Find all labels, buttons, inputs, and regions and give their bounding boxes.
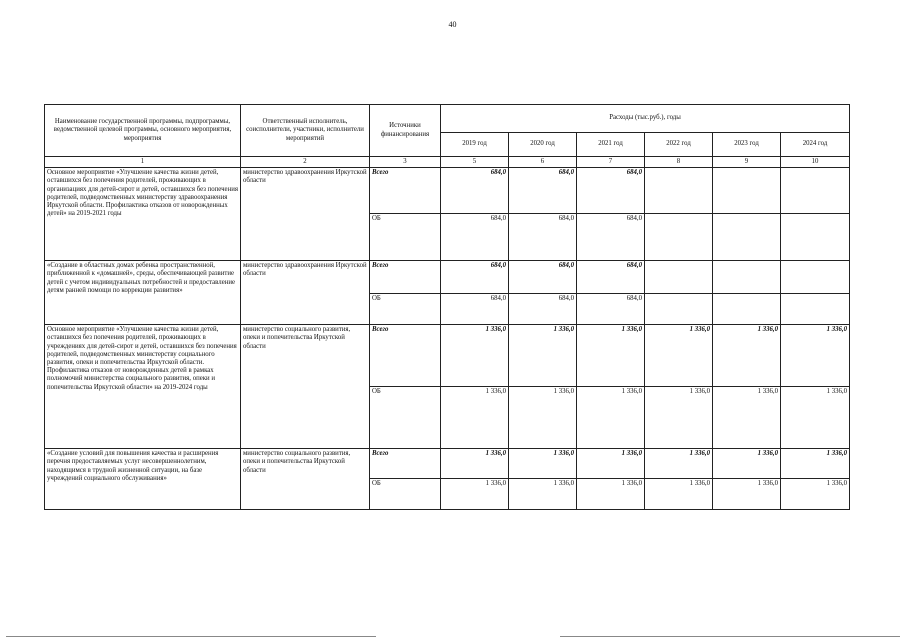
row-executor: министерство здравоохранения Иркутской области [241, 261, 370, 325]
cell-value: 684,0 [509, 261, 577, 294]
cell-value: 1 336,0 [441, 325, 509, 387]
column-number: 10 [781, 157, 850, 168]
cell-value: 1 336,0 [645, 449, 713, 479]
cell-value [713, 214, 781, 261]
column-number: 6 [509, 157, 577, 168]
cell-value: 1 336,0 [713, 325, 781, 387]
row-source: Всего [370, 449, 441, 479]
cell-value: 684,0 [441, 168, 509, 214]
row-source: ОБ [370, 214, 441, 261]
column-number: 3 [370, 157, 441, 168]
cell-value: 1 336,0 [645, 387, 713, 449]
table-row [45, 261, 850, 294]
cell-value [781, 294, 850, 325]
cell-value: 1 336,0 [577, 449, 645, 479]
cell-value: 1 336,0 [713, 479, 781, 510]
column-number: 7 [577, 157, 645, 168]
cell-value: 1 336,0 [781, 479, 850, 510]
cell-value [713, 294, 781, 325]
row-source: Всего [370, 325, 441, 387]
table-row [45, 325, 850, 387]
row-source: ОБ [370, 294, 441, 325]
budget-table [44, 104, 850, 510]
header-expenses: Расходы (тыс.руб.), годы [441, 105, 850, 133]
cell-value: 1 336,0 [509, 387, 577, 449]
cell-value: 1 336,0 [577, 325, 645, 387]
row-source: Всего [370, 168, 441, 214]
cell-value: 684,0 [577, 168, 645, 214]
scan-edge-line [6, 636, 376, 637]
header-year: 2022 год [645, 133, 713, 157]
cell-value: 1 336,0 [781, 387, 850, 449]
column-number: 8 [645, 157, 713, 168]
header-year: 2020 год [509, 133, 577, 157]
cell-value: 1 336,0 [441, 449, 509, 479]
header-year: 2024 год [781, 133, 850, 157]
cell-value: 1 336,0 [509, 479, 577, 510]
cell-value: 1 336,0 [781, 449, 850, 479]
table-row [45, 449, 850, 479]
header-year: 2019 год [441, 133, 509, 157]
cell-value: 684,0 [441, 294, 509, 325]
cell-value: 1 336,0 [713, 449, 781, 479]
cell-value [781, 261, 850, 294]
header-year: 2023 год [713, 133, 781, 157]
cell-value: 684,0 [509, 294, 577, 325]
row-source: Всего [370, 261, 441, 294]
row-source: ОБ [370, 387, 441, 449]
header-source: Источники финансирования [370, 105, 441, 157]
cell-value: 684,0 [577, 294, 645, 325]
cell-value [713, 261, 781, 294]
cell-value [645, 261, 713, 294]
row-executor: министерство здравоохранения Иркутской области [241, 168, 370, 261]
row-executor: министерство социального развития, опеки и попечительства Иркутской области [241, 325, 370, 449]
row-name: Основное мероприятие «Улучшение качества жизни детей, оставшихся без попечения родителей, проживающих в учреждениях для детей-сирот и детей, оставшихся без попечения родителей, подведомственных министерству социального развития, опеки и попечительства Иркутской области. Профилактика отказов от новорожденных детей в рамках полномочий министерства социального развития, опеки и попечительства Иркутской области» на 2019-2024 годы [45, 325, 241, 449]
header-name: Наименование государственной программы, подпрограммы, ведомственной целевой программы, основного мероприятия, мероприятия [45, 105, 241, 157]
cell-value: 1 336,0 [645, 479, 713, 510]
page-number: 40 [448, 20, 457, 29]
column-number: 1 [45, 157, 241, 168]
header-year: 2021 год [577, 133, 645, 157]
row-source: ОБ [370, 479, 441, 510]
cell-value: 684,0 [509, 214, 577, 261]
cell-value [645, 168, 713, 214]
cell-value: 1 336,0 [441, 387, 509, 449]
cell-value: 684,0 [441, 261, 509, 294]
cell-value [645, 294, 713, 325]
cell-value [645, 214, 713, 261]
cell-value [781, 214, 850, 261]
cell-value: 684,0 [509, 168, 577, 214]
table-row [45, 168, 850, 214]
row-name: «Создание условий для повышения качества и расширения перечня предоставляемых услуг несовершеннолетним, находящимся в трудной жизненной ситуации, на базе учреждений социального обслуживания» [45, 449, 241, 510]
column-number: 9 [713, 157, 781, 168]
cell-value [781, 168, 850, 214]
scan-edge-line [560, 636, 900, 637]
cell-value: 1 336,0 [577, 479, 645, 510]
cell-value: 684,0 [577, 214, 645, 261]
cell-value: 1 336,0 [509, 325, 577, 387]
cell-value: 684,0 [441, 214, 509, 261]
cell-value [713, 168, 781, 214]
cell-value: 684,0 [577, 261, 645, 294]
cell-value: 1 336,0 [645, 325, 713, 387]
column-number: 5 [441, 157, 509, 168]
header-executor: Ответственный исполнитель, соисполнители, участники, исполнители мероприятий [241, 105, 370, 157]
row-name: «Создание в областных домах ребенка пространственной, приближенной к «домашней», среды, обеспечивающей развитие детей с учетом индивидуальных потребностей и предоставление детям ранней помощи по коррекции развития» [45, 261, 241, 325]
cell-value: 1 336,0 [509, 449, 577, 479]
cell-value: 1 336,0 [441, 479, 509, 510]
row-executor: министерство социального развития, опеки и попечительства Иркутской области [241, 449, 370, 510]
row-name: Основное мероприятие «Улучшение качества жизни детей, оставшихся без попечения родителей, проживающих в организациях для детей-сирот и детей, оставшихся без попечения родителей, подведомственных министерству здравоохранения Иркутской области. Профилактика отказов от новорожденных детей» на 2019-2021 годы [45, 168, 241, 261]
cell-value: 1 336,0 [713, 387, 781, 449]
cell-value: 1 336,0 [577, 387, 645, 449]
cell-value: 1 336,0 [781, 325, 850, 387]
column-number: 2 [241, 157, 370, 168]
